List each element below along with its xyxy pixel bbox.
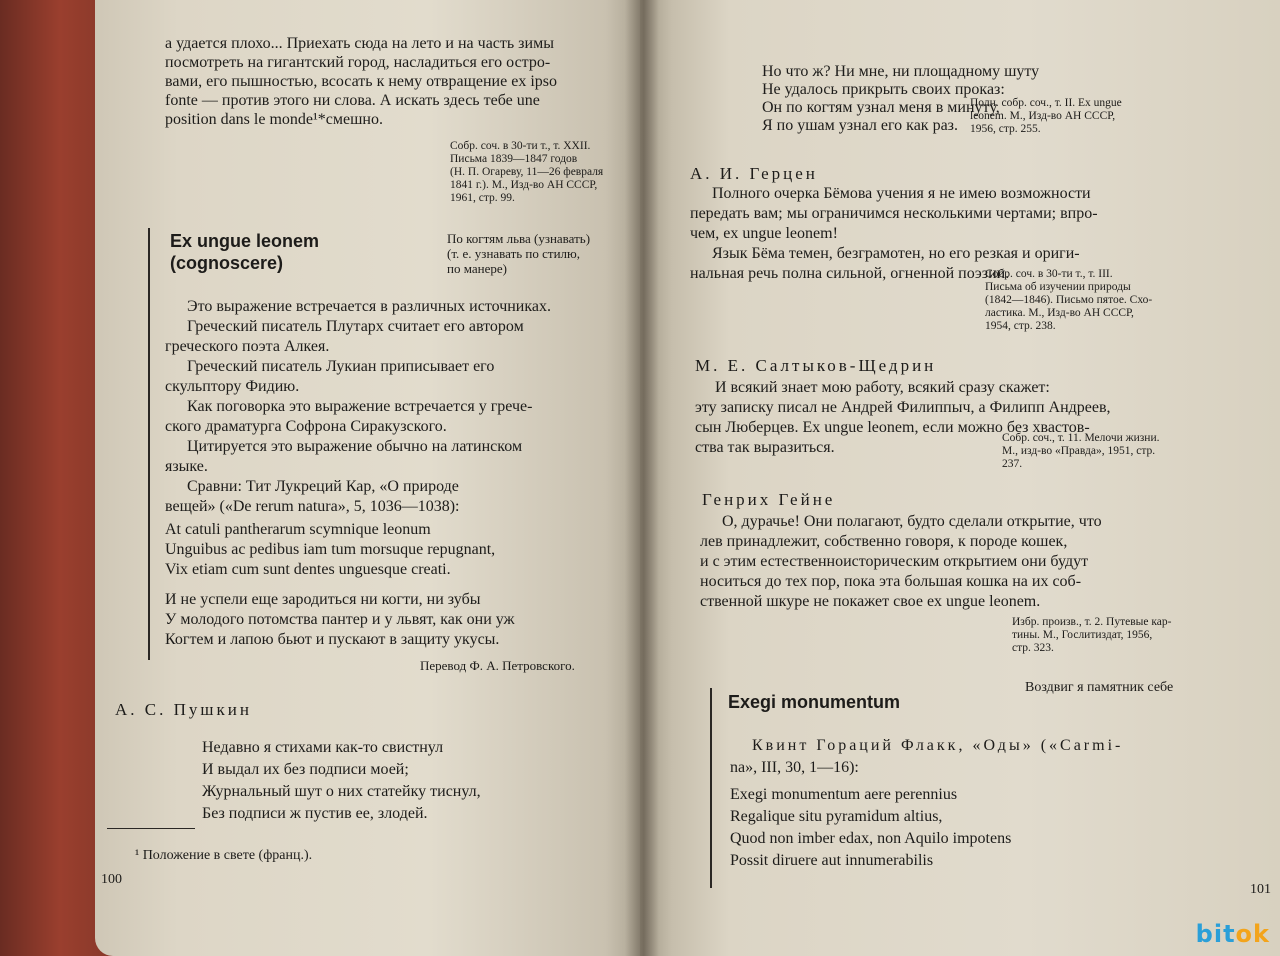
russian-verse-line: Когтем и лапою бьют и пускают в защиту укусы.: [165, 631, 500, 648]
author-name: А. С. Пушкин: [115, 700, 252, 719]
source-citation: стр. 323.: [1012, 642, 1054, 654]
russian-verse-line: И не успели еще зародиться ни когти, ни зубы: [165, 591, 481, 608]
latin-verse-line: Quod non imber edax, non Aquilo impotens: [730, 830, 1012, 847]
source-citation: М., изд-во «Правда», 1951, стр.: [1002, 445, 1156, 457]
source-citation: leonem. М., Изд-во АН СССР,: [970, 110, 1116, 122]
body-line: лев принадлежит, собственно говоря, к породе кошек,: [700, 533, 1068, 550]
watermark-logo: [1196, 920, 1270, 948]
latin-verse-line: Regalique situ pyramidum altius,: [730, 808, 943, 825]
intro-line: fonte — против этого ни слова. А искать здесь тебе une: [165, 92, 540, 109]
verse-line: Не удалось прикрыть своих проказ:: [762, 81, 1005, 98]
book-gutter: [625, 0, 659, 956]
entry-translation: Воздвиг я памятник себе: [1025, 680, 1174, 695]
body-line: чем, ex ungue leonem!: [690, 225, 838, 242]
verse-line: Без подписи ж пустив ее, злодей.: [202, 805, 428, 822]
author-name: М. Е. Салтыков-Щедрин: [695, 356, 937, 375]
latin-verse-line: Unguibus ac pedibus iam tum morsuque repugnant,: [165, 541, 496, 558]
verse-line: Недавно я стихами как-то свистнул: [202, 739, 444, 756]
right-page: [640, 0, 1280, 956]
entry-body-line: Сравни: Тит Лукреций Кар, «О природе: [187, 478, 459, 495]
verse-line: Но что ж? Ни мне, ни площадному шуту: [762, 63, 1040, 80]
entry-body-line: скульптору Фидию.: [165, 378, 300, 395]
source-citation: 237.: [1002, 458, 1023, 470]
body-line: эту записку писал не Андрей Филиппыч, а Филипп Андреев,: [695, 399, 1111, 416]
footnote-rule: [107, 828, 195, 829]
source-citation: Избр. произв., т. 2. Путевые кар-: [1012, 616, 1172, 628]
source-citation: Собр. соч. в 30-ти т., т. XXII.: [450, 140, 591, 152]
latin-verse-line: Exegi monumentum aere perennius: [730, 786, 958, 803]
source-citation: 1841 г.). М., Изд-во АН СССР,: [450, 179, 598, 191]
body-line: и с этим естественноисторическим открытием они будут: [700, 553, 1089, 570]
latin-verse-line: Vix etiam cum sunt dentes unguesque creati.: [165, 561, 451, 578]
entry-body-line: ского драматурга Софрона Сиракузского.: [165, 418, 447, 435]
verse-line: Я по ушам узнал его как раз.: [762, 117, 958, 134]
body-line: сын Люберцев. Ex ungue leonem, если можно без хвастов-: [695, 419, 1090, 436]
latin-verse-line: Possit diruere aut innumerabilis: [730, 852, 934, 869]
watermark-text: bit: [1195, 920, 1236, 948]
body-line: ства так выразиться.: [695, 439, 835, 456]
intro-line: вами, его пышностью, всосать к нему отвращение ex ipso: [165, 73, 557, 90]
entry-title: Exegi monumentum: [728, 692, 901, 712]
body-line: Язык Бёма темен, безграмотен, но его резкая и ориги-: [712, 245, 1080, 262]
entry-title: Ex ungue leonem: [170, 231, 320, 251]
entry-body-line: вещей» («De rerum natura», 5, 1036—1038):: [165, 498, 460, 515]
translation-credit: Перевод Ф. А. Петровского.: [420, 658, 575, 673]
source-citation: 1956, стр. 255.: [970, 123, 1041, 135]
entry-body-line: Это выражение встречается в различных источниках.: [187, 298, 551, 315]
entry-body-line: Как поговорка это выражение встречается у грече-: [187, 398, 533, 415]
entry-side-rule: [148, 228, 150, 660]
footnote: ¹ Положение в свете (франц.).: [135, 848, 313, 863]
source-citation: Собр. соч. в 30-ти т., т. III.: [985, 268, 1113, 280]
source-citation: Письма 1839—1847 годов: [450, 153, 578, 165]
entry-translation: (т. е. узнавать по стилю,: [447, 246, 580, 261]
intro-line: а удается плохо... Приехать сюда на лето и на часть зимы: [165, 35, 554, 52]
entry-side-rule: [710, 688, 712, 888]
entry-body-line: Цитируется это выражение обычно на латинском: [187, 438, 523, 455]
source-citation: 1954, стр. 238.: [985, 320, 1056, 332]
source-citation: (Н. П. Огареву, 11—26 февраля: [450, 166, 604, 178]
entry-body-line: Греческий писатель Лукиан приписывает его: [187, 358, 495, 375]
body-line: передать вам; мы ограничимся несколькими чертами; впро-: [690, 205, 1098, 222]
page-number: 100: [101, 872, 122, 887]
verse-line: И выдал их без подписи моей;: [202, 761, 409, 778]
entry-title: (cognoscere): [170, 253, 284, 273]
source-citation: (1842—1846). Письмо пятое. Схо-: [985, 294, 1153, 306]
body-line: И всякий знает мою работу, всякий сразу скажет:: [715, 379, 1050, 396]
russian-verse-line: У молодого потомства пантер и у львят, как они уж: [165, 611, 515, 628]
entry-body-line: греческого поэта Алкея.: [165, 338, 330, 355]
body-line: ственной шкуре не покажет свое ex ungue leonem.: [700, 593, 1041, 610]
body-line: na», III, 30, 1—16):: [730, 759, 859, 776]
left-page: [95, 0, 650, 956]
body-line: Полного очерка Бёмова учения я не имею возможности: [712, 185, 1091, 202]
watermark-text: ok: [1235, 920, 1270, 948]
body-line: Квинт Гораций Флакк, «Оды» («Carmi-: [752, 737, 1124, 754]
source-citation: Письма об изучении природы: [985, 281, 1131, 293]
verse-line: Он по когтям узнал меня в минуту,: [762, 99, 1000, 116]
intro-line: посмотреть на гигантский город, насладиться его остро-: [165, 54, 551, 71]
body-line: О, дурачье! Они полагают, будто сделали открытие, что: [722, 513, 1102, 530]
page-number: 101: [1250, 882, 1271, 897]
entry-translation: по манере): [447, 261, 507, 276]
source-citation: тины. М., Гослитиздат, 1956,: [1012, 629, 1153, 641]
entry-translation: По когтям льва (узнавать): [447, 231, 591, 246]
body-line: носиться до тех пор, пока эта большая кошка на их соб-: [700, 573, 1082, 590]
author-name: Генрих Гейне: [702, 490, 836, 509]
author-name: А. И. Герцен: [690, 164, 818, 183]
source-citation: 1961, стр. 99.: [450, 192, 515, 204]
entry-body-line: Греческий писатель Плутарх считает его автором: [187, 318, 524, 335]
latin-verse-line: At catuli pantherarum scymnique leonum: [165, 521, 431, 538]
intro-line: position dans le monde¹*смешно.: [165, 111, 383, 128]
entry-body-line: языке.: [165, 458, 208, 475]
source-citation: Собр. соч., т. 11. Мелочи жизни.: [1002, 432, 1160, 444]
source-citation: Полн. собр. соч., т. II. Ex ungue: [970, 97, 1122, 109]
body-line: нальная речь полна сильной, огненной поэзии.: [690, 265, 1010, 282]
source-citation: ластика. М., Изд-во АН СССР,: [985, 307, 1134, 319]
verse-line: Журнальный шут о них статейку тиснул,: [202, 783, 481, 800]
